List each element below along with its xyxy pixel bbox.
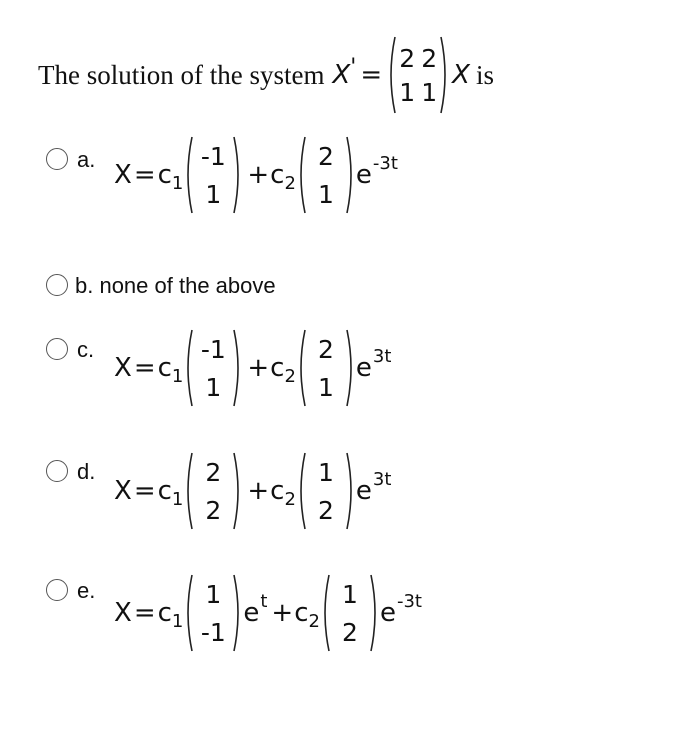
vector-entry: 2 — [205, 457, 222, 487]
exponent: -3t — [372, 152, 398, 174]
c2-subscript: 2 — [308, 610, 320, 632]
exponent: -3t — [396, 590, 422, 612]
question-prefix: The solution of the system — [38, 59, 325, 90]
eigenvector-2 — [296, 451, 356, 531]
option-a[interactable] — [46, 147, 95, 173]
lhs-variable: X — [114, 160, 132, 190]
option-c-formula — [114, 328, 391, 408]
exponential-base: e — [379, 598, 396, 628]
option-c[interactable] — [46, 337, 94, 363]
radio-button-d[interactable] — [46, 460, 68, 482]
left-paren-icon — [296, 451, 306, 531]
option-a-formula — [114, 135, 398, 215]
right-paren-icon — [346, 135, 356, 215]
equals-sign: = — [133, 160, 156, 190]
constant-c2: c — [270, 476, 285, 506]
vector-entry: 2 — [342, 617, 358, 647]
lhs-variable: X — [114, 598, 132, 628]
left-paren-icon — [183, 573, 193, 653]
c2-subscript: 2 — [284, 172, 296, 194]
right-paren-icon — [346, 451, 356, 531]
exponential-base: e — [355, 353, 372, 383]
exponential-base: e — [355, 476, 372, 506]
option-b-label: b. none of the above — [75, 273, 276, 298]
lhs-variable: X — [114, 476, 132, 506]
radio-button-e[interactable] — [46, 579, 68, 601]
question-suffix: is — [475, 59, 494, 90]
plus-sign: + — [247, 160, 270, 190]
question-text — [38, 30, 494, 120]
right-paren-icon — [233, 451, 243, 531]
right-paren-icon — [233, 573, 243, 653]
option-d-formula — [114, 451, 391, 531]
matrix-cell: 1 — [421, 77, 438, 107]
coefficient-matrix — [386, 35, 450, 115]
constant-c2: c — [270, 160, 285, 190]
lhs-variable: X — [114, 353, 132, 383]
option-d[interactable] — [46, 459, 95, 485]
vector-entry: 1 — [205, 372, 222, 402]
question-variable: X — [332, 60, 351, 90]
c1-subscript: 1 — [171, 610, 184, 632]
left-paren-icon — [386, 35, 396, 115]
constant-c1: c — [157, 353, 172, 383]
left-paren-icon — [296, 328, 306, 408]
vector-entry: 2 — [317, 334, 334, 364]
eigenvector-2 — [296, 328, 356, 408]
option-a-label: a. — [77, 147, 96, 172]
option-e-label: e. — [77, 578, 96, 603]
option-e-formula — [114, 573, 422, 653]
c2-subscript: 2 — [284, 488, 296, 510]
right-paren-icon — [346, 328, 356, 408]
option-d-label: d. — [77, 459, 96, 484]
vector-entry: 1 — [205, 579, 222, 609]
eigenvector-1 — [183, 573, 243, 653]
plus-sign: + — [247, 476, 270, 506]
right-paren-icon — [440, 35, 450, 115]
eigenvector-1 — [183, 451, 243, 531]
eigenvector-1 — [183, 135, 243, 215]
left-paren-icon — [320, 573, 330, 653]
constant-c2: c — [294, 598, 309, 628]
eigenvector-2 — [320, 573, 380, 653]
exponential-base: e — [355, 160, 372, 190]
left-paren-icon — [183, 451, 193, 531]
vector-entry: 2 — [317, 495, 334, 525]
exponent: 3t — [372, 468, 392, 490]
eigenvector-1 — [183, 328, 243, 408]
option-e[interactable] — [46, 578, 95, 604]
vector-entry: 1 — [205, 179, 222, 209]
exponent-1: t — [260, 590, 268, 612]
vector-entry: -1 — [200, 617, 226, 647]
constant-c2: c — [270, 353, 285, 383]
left-paren-icon — [296, 135, 306, 215]
vector-entry: -1 — [200, 334, 226, 364]
vector-entry: 2 — [205, 495, 222, 525]
radio-button-b[interactable] — [46, 274, 68, 296]
matrix-cell: 1 — [399, 77, 416, 107]
exponential-base-1: e — [243, 598, 260, 628]
eigenvector-2 — [296, 135, 356, 215]
vector-entry: 1 — [317, 372, 334, 402]
radio-button-a[interactable] — [46, 148, 68, 170]
prime-symbol: ' — [350, 54, 357, 80]
option-b[interactable] — [46, 273, 276, 299]
vector-entry: 1 — [317, 457, 334, 487]
equals-sign: = — [360, 60, 383, 90]
left-paren-icon — [183, 135, 193, 215]
equals-sign: = — [133, 598, 156, 628]
question-suffix-variable: X — [452, 60, 470, 90]
vector-entry: 1 — [317, 179, 334, 209]
vector-entry: 2 — [317, 141, 334, 171]
c1-subscript: 1 — [171, 488, 184, 510]
right-paren-icon — [233, 135, 243, 215]
constant-c1: c — [157, 598, 172, 628]
equals-sign: = — [133, 353, 156, 383]
matrix-cell: 2 — [421, 43, 438, 73]
radio-button-c[interactable] — [46, 338, 68, 360]
matrix-cell: 2 — [399, 43, 416, 73]
right-paren-icon — [370, 573, 380, 653]
equals-sign: = — [133, 476, 156, 506]
plus-sign: + — [247, 353, 270, 383]
right-paren-icon — [233, 328, 243, 408]
exponent: 3t — [372, 345, 392, 367]
constant-c1: c — [157, 476, 172, 506]
left-paren-icon — [183, 328, 193, 408]
c2-subscript: 2 — [284, 365, 296, 387]
option-c-label: c. — [77, 337, 95, 362]
c1-subscript: 1 — [171, 172, 184, 194]
constant-c1: c — [157, 160, 172, 190]
c1-subscript: 1 — [171, 365, 184, 387]
plus-sign: + — [271, 598, 294, 628]
vector-entry: 1 — [342, 579, 358, 609]
vector-entry: -1 — [200, 141, 226, 171]
